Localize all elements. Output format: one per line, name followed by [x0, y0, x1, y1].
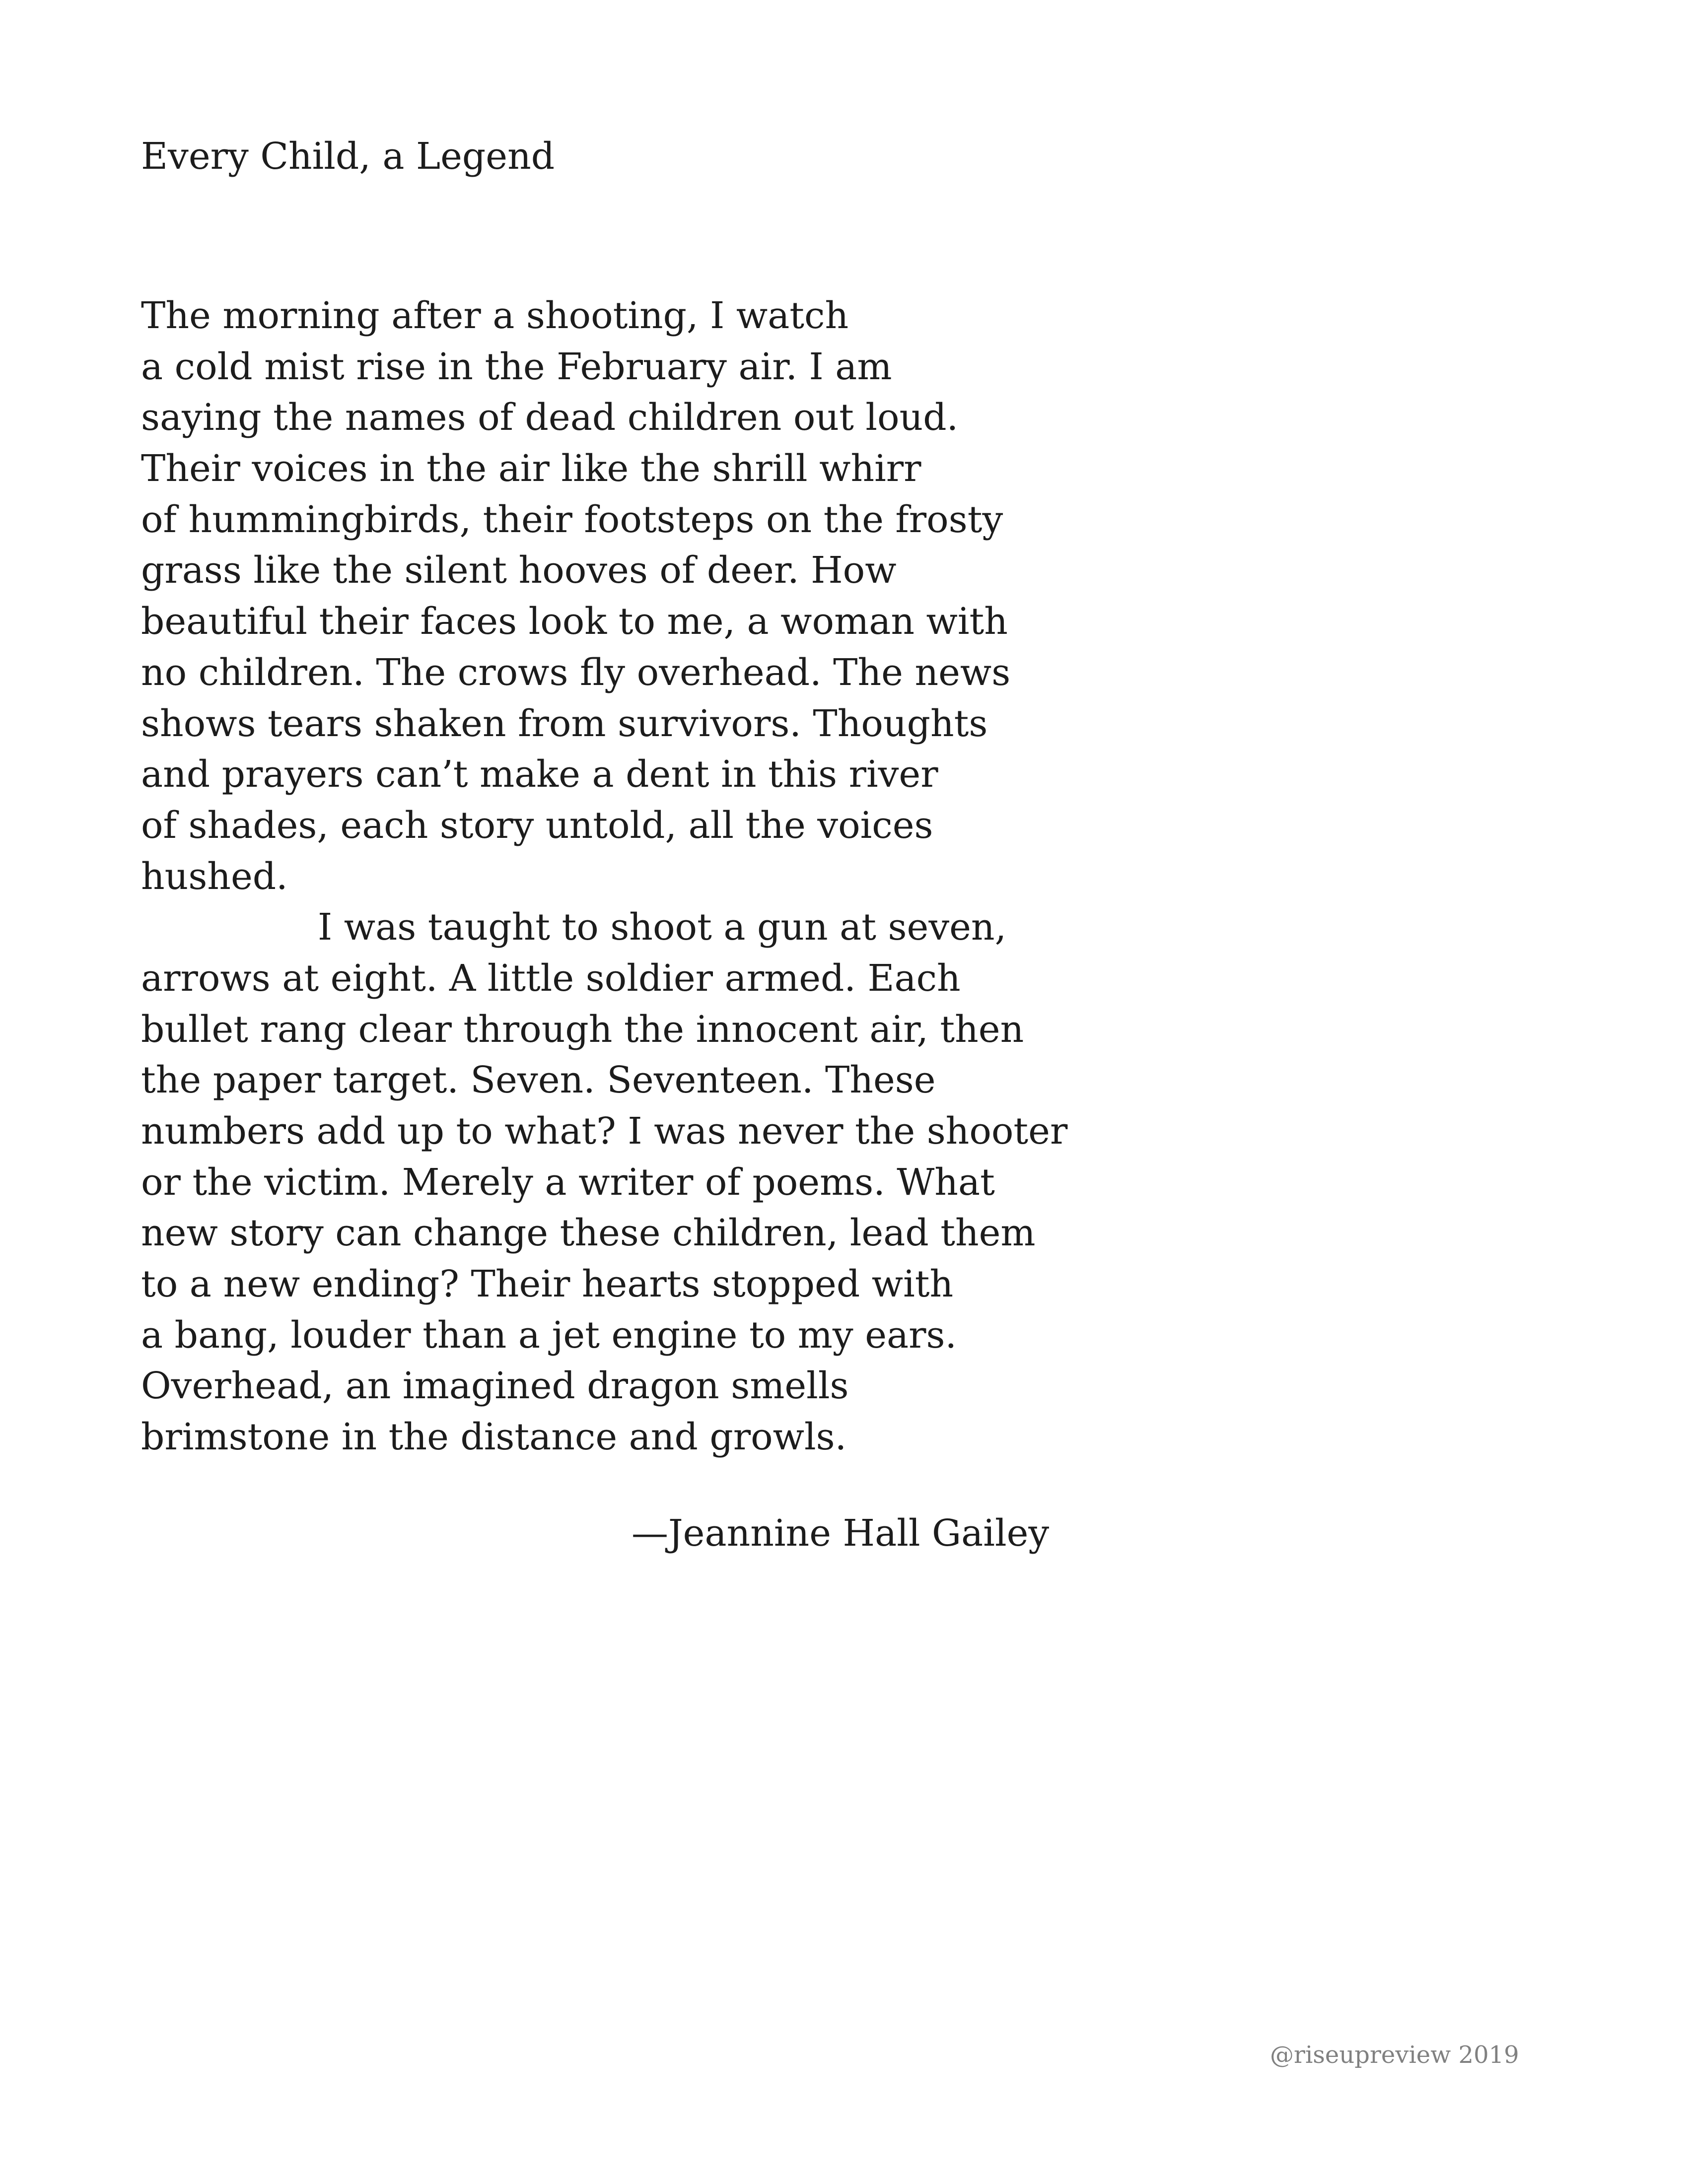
poem-line: beautiful their faces look to me, a woman with	[141, 600, 1008, 643]
poem-line: or the victim. Merely a writer of poems. What	[141, 1160, 995, 1204]
poem-line: and prayers can’t make a dent in this river	[141, 753, 938, 796]
poem-line: bullet rang clear through the innocent air, then	[141, 1008, 1024, 1051]
poem-line: no children. The crows fly overhead. The news	[141, 651, 1011, 694]
poem-line: new story can change these children, lead them	[141, 1212, 1036, 1255]
poem-line: a bang, louder than a jet engine to my ears.	[141, 1313, 957, 1357]
poem-body	[141, 290, 1067, 1463]
poem-line: brimstone in the distance and growls.	[141, 1416, 847, 1459]
poem-line: to a new ending? Their hearts stopped with	[141, 1263, 954, 1306]
poem-line: Overhead, an imagined dragon smells	[141, 1365, 849, 1408]
poem-line: of shades, each story untold, all the voices	[141, 804, 933, 847]
poem-line: arrows at eight. A little soldier armed. Each	[141, 956, 961, 1000]
poem-line: numbers add up to what? I was never the shooter	[141, 1110, 1068, 1153]
poem-line: the paper target. Seven. Seventeen. These	[141, 1059, 936, 1102]
poem-line: grass like the silent hooves of deer. How	[141, 549, 897, 592]
poem-line: Their voices in the air like the shrill whirr	[141, 447, 921, 490]
poem-signature: —Jeannine Hall Gailey	[632, 1512, 1050, 1555]
poem-line: hushed.	[141, 855, 288, 898]
poem-title: Every Child, a Legend	[141, 135, 555, 178]
poem-line: of hummingbirds, their footsteps on the frosty	[141, 498, 1003, 541]
poem-line: shows tears shaken from survivors. Thoughts	[141, 702, 988, 745]
poem-line: a cold mist rise in the February air. I am	[141, 345, 892, 388]
poem-line: The morning after a shooting, I watch	[141, 294, 849, 337]
poem-line: saying the names of dead children out loud.	[141, 396, 959, 439]
copyright-notice: @riseupreview 2019	[1270, 2041, 1519, 2069]
poem-line: I was taught to shoot a gun at seven,	[318, 906, 1007, 949]
